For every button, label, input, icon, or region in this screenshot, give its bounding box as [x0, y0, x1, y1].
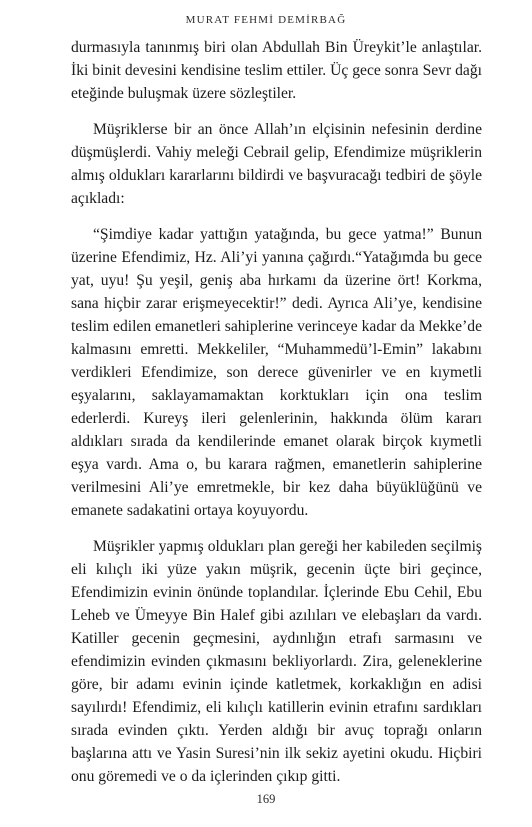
paragraph-musrikler: Müşrikler yapmış oldukları plan gereği her kabileden seçilmiş eli kılıçlı iki yüze yakın müşrik, gecenin üçte biri geçince, Efendimizin evinin önünde toplandılar. İçlerinde Ebu Cehil, Ebu Leheb ve Ümeyye Bin Halef gibi azılıları ve elebaşları da vardı. Katiller gecenin geçmesini, aydınlığın etrafı sarmasını ve efendimizin evinden çıkmasını bekliyorlardı. Zira, geleneklerine göre, bir adamı evinin içinde katletmek, korkaklığın en adisi sayılırdı! Efendimiz, eli kılıçlı katillerin evinin etrafını sardıkları sırada evinden çıktı. Yerden aldığı bir avuç toprağı onların başlarına attı ve Yasin Suresi’nin ilk sekiz ayetini okudu. Hiçbiri onu göremedi ve o da içlerinden çıkıp gitti.: [71, 538, 482, 785]
paragraph-gap: [71, 522, 482, 535]
running-header: MURAT FEHMİ DEMİRBAĞ: [185, 14, 347, 26]
paragraph-continuation: durmasıyla tanınmış biri olan Abdullah Bin Üreykit’le anlaştılar. İki binit devesini kendisine teslim ettiler. Üç gece sonra Sevr dağı eteğinde buluşmak üzere sözleştiler.: [71, 39, 482, 102]
page-number: 169: [256, 792, 276, 806]
body-text: [71, 36, 482, 788]
paragraph-gap: [71, 105, 482, 118]
paragraph-cebrail: Müşriklerse bir an önce Allah’ın elçisinin nefesinin derdine düşmüşlerdi. Vahiy meleği Cebrail gelip, Efendimize müşriklerin almış oldukları kararlarını bildirdi ve başvuracağı tedbiri de şöyle açıkladı:: [71, 121, 482, 207]
paragraph-gap: [71, 210, 482, 223]
paragraph-hz-ali: “Şimdiye kadar yattığın yatağında, bu gece yatma!” Bunun üzerine Efendimiz, Hz. Ali’yi yanına çağırdı.“Yatağımda bu gece yat, uyu! Şu yeşil, geniş aba hırkamı da üzerine ört! Korkma, sana hiçbir zarar erişmeyecektir!” dedi. Ayrıca Ali’ye, kendisine teslim edilen emanetleri sahiplerine verinceye kadar da Mekke’de kalmasını emretti. Mekkeliler, “Muhammedü’l-Emin” lakabını verdikleri Efendimize, son derece güvenirler ve en kıymetli eşyalarını, saklayamamaktan korktukları için ona teslim ederlerdi. Kureyş ileri gelenlerinin, hakkında ölüm kararı aldıkları sırada da kendilerinde emanet olarak birçok kıymetli eşya vardı. Ama o, bu karara rağmen, emanetlerin sahiplerine verilmesini Ali’ye emretmekle, bir kez daha büyüklüğünü ve emanete sadakatini ortaya koyuyordu.: [71, 226, 482, 519]
